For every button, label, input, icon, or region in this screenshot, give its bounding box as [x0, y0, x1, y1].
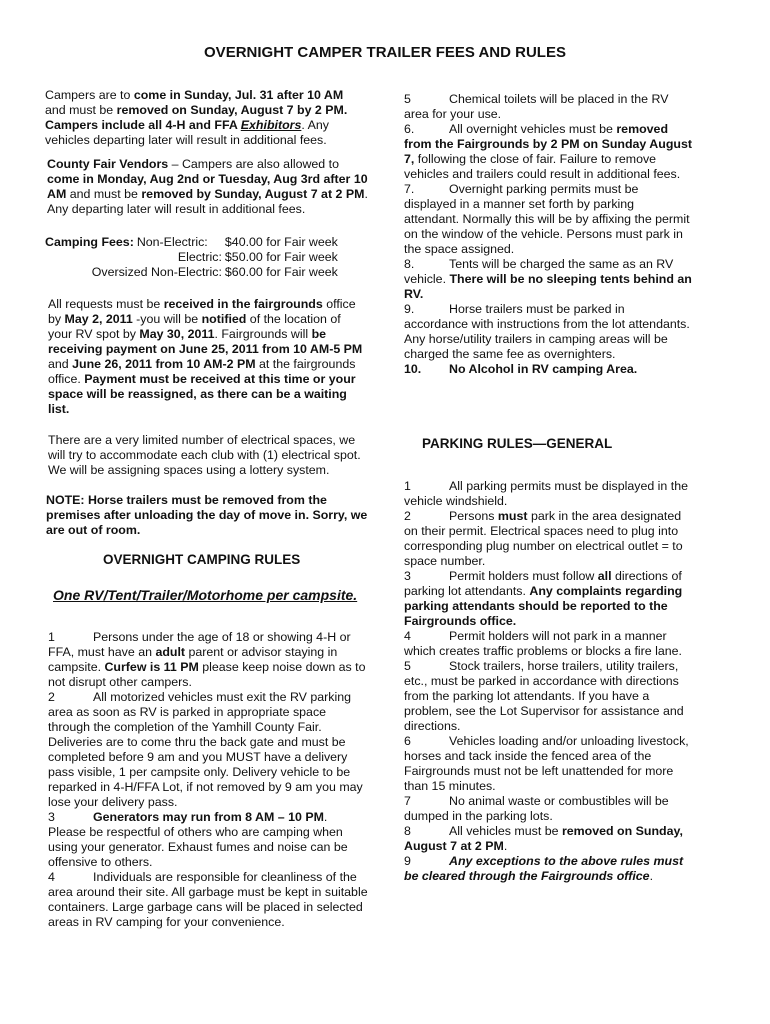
camping-fees-table [45, 235, 338, 280]
text-run: All requests must be [48, 297, 164, 311]
text-run: removed on Sunday, August 7 by 2 PM. Campers include all 4-H and FFA [45, 103, 348, 132]
rule-item [404, 794, 694, 824]
rule-item [48, 810, 368, 870]
rule-number: 2 [404, 509, 411, 523]
rule-number: 3 [404, 569, 411, 583]
rule-number: 7 [404, 794, 411, 808]
rule-item [404, 824, 694, 854]
text-run: Payment must be received at this time or your space will be reassigned, as there can be a waiting list. [48, 372, 356, 416]
text-run: come in Sunday, Jul. 31 after 10 AM [133, 88, 344, 102]
text-run: at the fairgrounds office. [48, 357, 356, 386]
text-run: all [597, 569, 612, 583]
electrical-paragraph [48, 433, 368, 478]
rule-item [48, 630, 368, 690]
rule-number: 10. [404, 362, 422, 376]
text-run: adult [155, 645, 186, 659]
text-run: Permit holders will not park in a manner which creates traffic problems or blocks a fire lane. [404, 629, 682, 658]
page-title: OVERNIGHT CAMPER TRAILER FEES AND RULES [204, 44, 566, 61]
text-run: There are a very limited number of electrical spaces, we will try to accommodate each club with (1) electrical spot. We will be assigning spaces using a lottery system. [48, 433, 361, 477]
text-run: please keep noise down as to not disrupt other campers. [48, 660, 366, 689]
text-run: All parking permits must be displayed in the vehicle windshield. [404, 479, 688, 508]
text-run: . [649, 869, 654, 883]
text-run: office by [48, 297, 356, 326]
text-run: Chemical toilets will be placed in the RV area for your use. [404, 92, 669, 121]
intro-paragraph [45, 88, 367, 148]
text-run: . Please be respectful of others who are camping when using your generator. Exhaust fumes and noise can be offensive to others. [48, 810, 348, 869]
text-run: There will be no sleeping tents behind an RV. [404, 272, 692, 301]
text-run: parent or advisor staying in campsite. [48, 645, 338, 674]
rule-item [404, 302, 692, 362]
rule-number: 4 [404, 629, 411, 643]
rule-number: 7. [404, 182, 415, 196]
text-run: and must be [45, 103, 117, 117]
text-run: – Campers are also allowed to [168, 157, 339, 171]
requests-paragraph [48, 297, 368, 417]
text-run: must [497, 509, 528, 523]
text-run: . [503, 839, 508, 853]
camping-rules-heading: OVERNIGHT CAMPING RULES [103, 552, 301, 567]
text-run: All overnight vehicles must be [449, 122, 617, 136]
text-run: . Any departing later will result in additional fees. [47, 187, 368, 216]
text-run: removed by Sunday, August 7 at 2 PM [141, 187, 365, 201]
fee-type: Oversized Non-Electric: [91, 265, 222, 279]
text-run: No Alcohol in RV camping Area. [449, 362, 638, 376]
rule-item [404, 509, 694, 569]
rule-item [404, 257, 692, 302]
text-run: of the location of your RV spot by [48, 312, 341, 341]
rule-item [404, 479, 694, 509]
text-run: All motorized vehicles must exit the RV parking area as soon as RV is parked in appropriate space through the completion of the Yamhill County Fair. Deliveries are to come thru the back gate and must be completed before 9 am and you MUST have a delivery pass visible, 1 per campsite only. Delivery vehicle to be reparked in 4-H/FFA Lot, if not removed by 9 am you may lose your delivery pass. [48, 690, 363, 809]
text-run: May 30, 2011 [139, 327, 215, 341]
camping-rules-list [48, 630, 368, 930]
rule-number: 5 [404, 659, 411, 673]
text-run: NOTE: Horse trailers must be removed from the premises after unloading the day of move in. Sorry, we are out of room. [46, 493, 368, 537]
text-run: directions of parking lot attendants. [404, 569, 682, 598]
fee-type: Electric: [177, 250, 222, 264]
text-run: notified [201, 312, 247, 326]
text-run: No animal waste or combustibles will be dumped in the parking lots. [404, 794, 669, 823]
text-run: All vehicles must be [449, 824, 562, 838]
rule-number: 5 [404, 92, 411, 106]
rule-number: 2 [48, 690, 55, 704]
rule-item [404, 854, 694, 884]
parking-rules-list [404, 479, 694, 884]
text-run: Campers are to [45, 88, 134, 102]
text-run: be receiving payment on June 25, 2011 from 10 AM-5 PM [48, 327, 363, 356]
text-run: Persons under the age of 18 or showing 4-H or FFA, must have an [48, 630, 351, 659]
fee-price: $50.00 for Fair week [224, 250, 338, 264]
parking-rules-heading: PARKING RULES—GENERAL [422, 436, 613, 451]
text-run: Exhibitors [240, 118, 302, 132]
text-run: County Fair Vendors [47, 157, 169, 171]
text-run: -you will be [132, 312, 202, 326]
rule-number: 8. [404, 257, 415, 271]
text-run: Individuals are responsible for cleanliness of the area around their site. All garbage must be kept in suitable containers. Large garbage cans will be placed in selected areas in RV camping for your convenience. [48, 870, 368, 929]
text-run: Permit holders must follow [449, 569, 598, 583]
text-run: and [48, 357, 73, 371]
text-run: Stock trailers, horse trailers, utility trailers, etc., must be parked in accordance with directions from the parking lot attendants. If you have a problem, see the Lot Supervisor for assistance and directions. [404, 659, 684, 733]
rule-item [404, 122, 692, 182]
rule-item [404, 659, 694, 734]
fee-price: $40.00 for Fair week [224, 235, 338, 249]
text-run: removed from the Fairgrounds by 2 PM on Sunday August 7, [404, 122, 692, 166]
text-run: Vehicles loading and/or unloading livestock, horses and tack inside the fenced area of the Fairgrounds must not be left unattended for more than 15 minutes. [404, 734, 689, 793]
rule-number: 3 [48, 810, 55, 824]
text-run: June 26, 2011 from 10 AM-2 PM [72, 357, 256, 371]
rule-number: 9 [404, 854, 411, 868]
rule-number: 6 [404, 734, 411, 748]
rule-item [48, 870, 368, 930]
rule-number: 1 [48, 630, 55, 644]
fees-label: Camping Fees: [45, 235, 134, 249]
rule-item [404, 92, 692, 122]
text-run: and must be [66, 187, 142, 201]
text-run: removed on Sunday, August 7 at 2 PM [404, 824, 683, 853]
rule-item [48, 690, 368, 810]
text-run: following the close of fair. Failure to remove vehicles and trailers could result in additional fees. [404, 152, 681, 181]
text-run: . Any vehicles departing later will result in additional fees. [45, 118, 329, 147]
text-run: park in the area designated on their permit. Electrical spaces need to plug into corresponding plug number on electrical outlet = to space number. [404, 509, 683, 568]
rule-item [404, 629, 694, 659]
camping-rules-subheading: One RV/Tent/Trailer/Motorhome per campsite. [53, 587, 358, 603]
rule-item [404, 362, 692, 377]
text-run: Curfew is 11 PM [104, 660, 199, 674]
rule-item [404, 569, 694, 629]
text-run: Horse trailers must be parked in accordance with instructions from the lot attendants. Any horse/utility trailers in camping areas will be charged the same fee as overnighters. [404, 302, 690, 361]
text-run: Any complaints regarding parking attendants should be reported to the Fairgrounds office. [404, 584, 683, 628]
rule-number: 9. [404, 302, 415, 316]
rule-number: 8 [404, 824, 411, 838]
text-run: . Fairgrounds will [214, 327, 312, 341]
camping-rules-list-continued [404, 92, 692, 377]
rule-number: 4 [48, 870, 55, 884]
fee-price: $60.00 for Fair week [224, 265, 338, 279]
rule-number: 6. [404, 122, 415, 136]
text-run: received in the fairgrounds [163, 297, 323, 311]
text-run: Tents will be charged the same as an RV vehicle. [404, 257, 674, 286]
text-run: Overnight parking permits must be displayed in a manner set forth by parking attendant. Normally this will be by affixing the permit on the window of the vehicle. Persons must park in the space assigned. [404, 182, 690, 256]
text-run: Persons [449, 509, 498, 523]
rule-item [404, 182, 692, 257]
text-run: Generators may run from 8 AM – 10 PM [93, 810, 324, 824]
text-run: come in Monday, Aug 2nd or Tuesday, Aug 3rd after 10 AM [47, 172, 368, 201]
vendors-paragraph [47, 157, 369, 217]
rule-item [404, 734, 694, 794]
text-run: Any exceptions to the above rules must be cleared through the Fairgrounds office [404, 854, 684, 883]
rule-number: 1 [404, 479, 411, 493]
note-paragraph [46, 493, 368, 538]
fee-type: Non-Electric: [136, 235, 208, 249]
text-run: May 2, 2011 [64, 312, 133, 326]
